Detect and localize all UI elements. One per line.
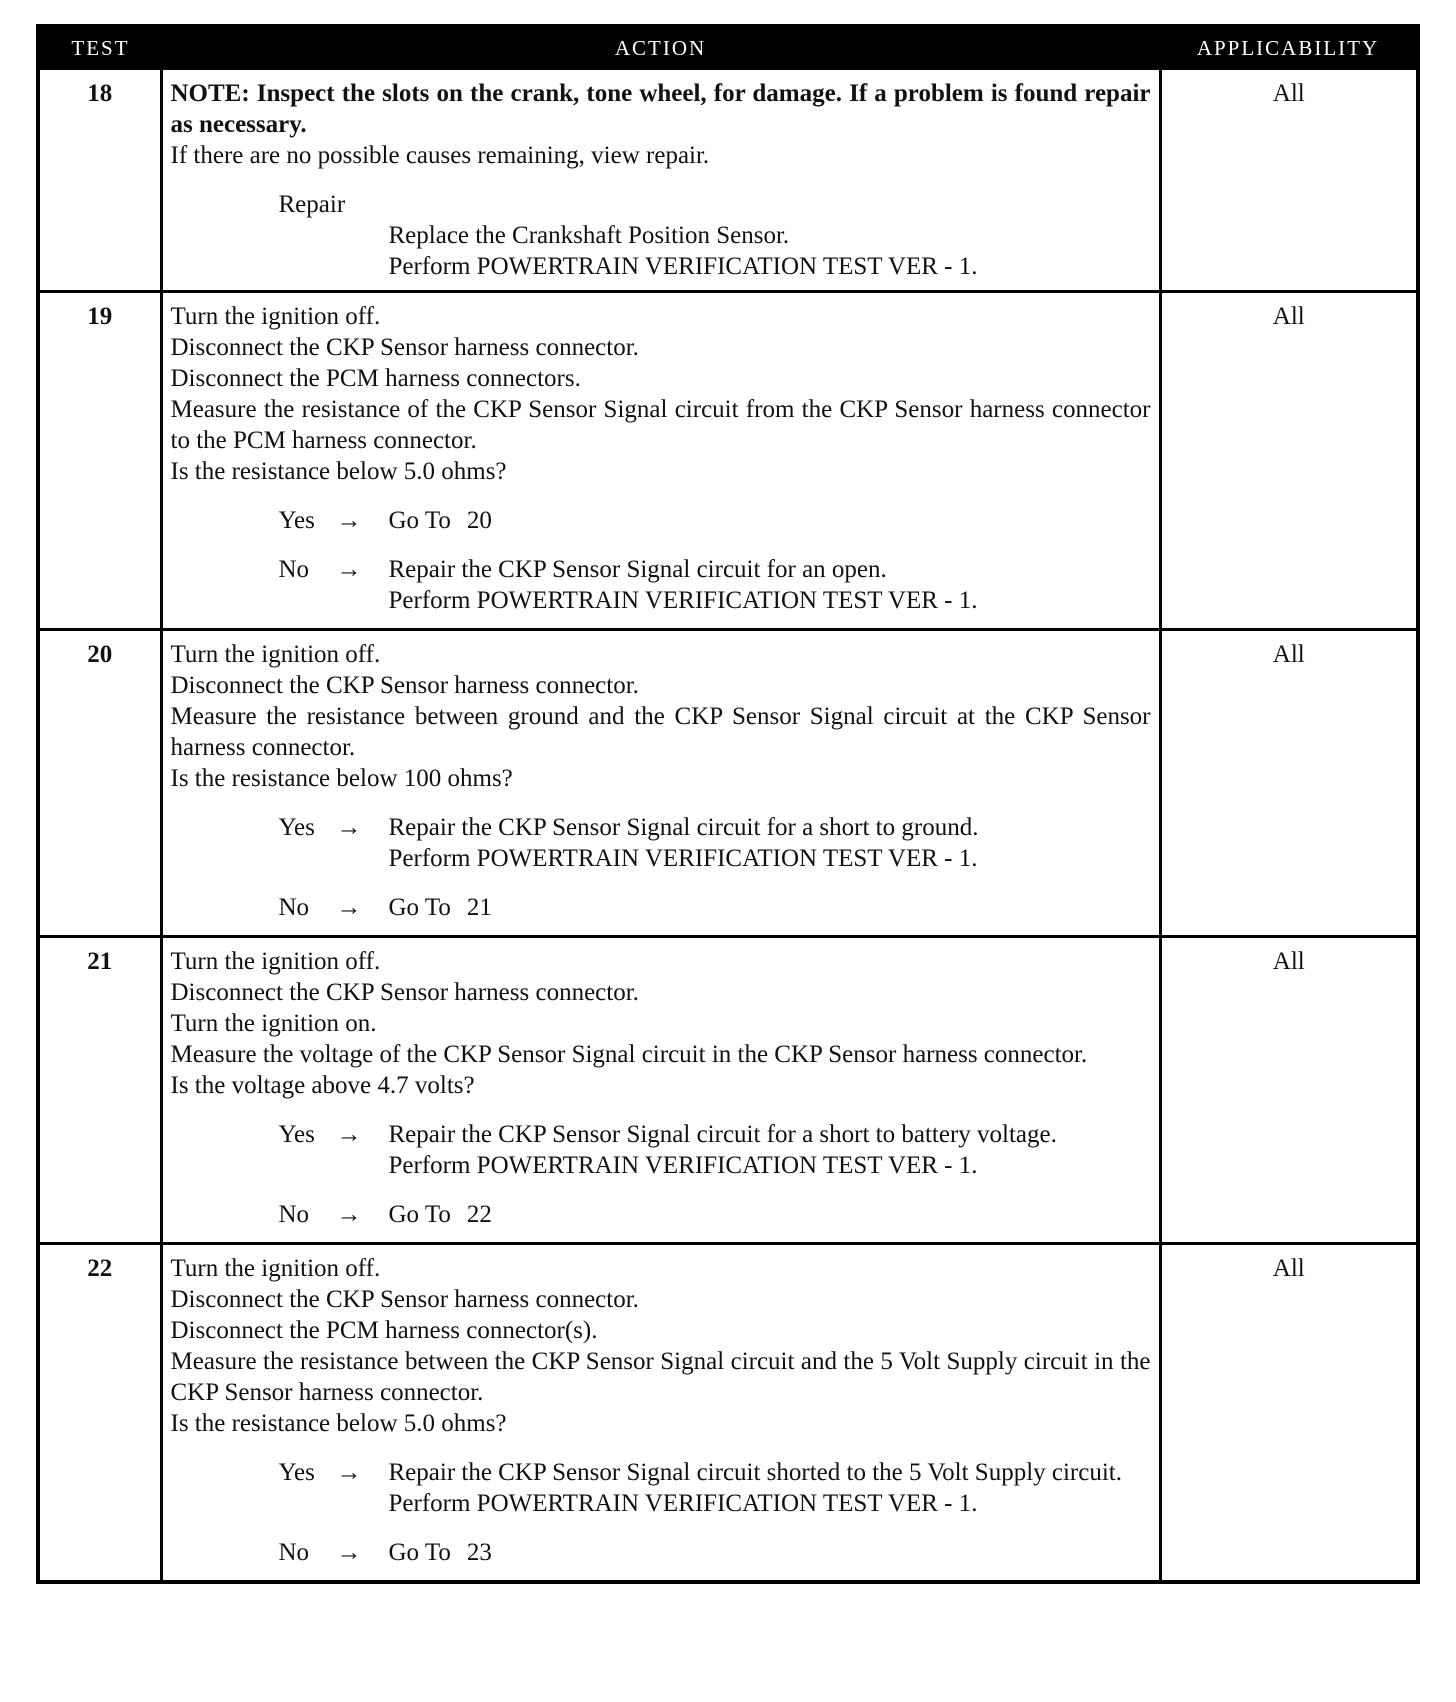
right-arrow-icon: → xyxy=(336,894,362,921)
yes-label: Yes xyxy=(278,1121,315,1148)
yes-label: Yes xyxy=(278,507,315,534)
step-text: Measure the voltage of the CKP Sensor Signal circuit in the CKP Sensor harness connector. xyxy=(170,1041,1088,1068)
applicability-value: All xyxy=(1160,69,1418,292)
test-number: 19 xyxy=(38,292,161,630)
goto-label: Go To xyxy=(388,894,451,921)
yes-branch xyxy=(279,1457,1151,1519)
yes-branch xyxy=(279,1119,1151,1181)
step-text: Measure the resistance between ground and the CKP Sensor Signal circuit at the CKP Sensor harness connector. xyxy=(170,703,1151,761)
applicability-value: All xyxy=(1160,937,1418,1244)
step-text: Disconnect the CKP Sensor harness connector. xyxy=(170,979,639,1006)
step-text: Turn the ignition off. xyxy=(170,948,381,975)
test-number: 22 xyxy=(38,1244,161,1583)
step-text: If there are no possible causes remaining, view repair. xyxy=(170,142,710,169)
goto-link xyxy=(389,505,1151,536)
table-row xyxy=(38,69,1418,292)
right-arrow-icon: → xyxy=(336,1201,362,1228)
right-arrow-icon: → xyxy=(336,507,362,534)
step-text: Is the voltage above 4.7 volts? xyxy=(170,1072,475,1099)
action-cell xyxy=(161,292,1160,630)
repair-label: Repair xyxy=(278,191,346,218)
yes-branch xyxy=(279,812,1151,874)
branch-line: Perform POWERTRAIN VERIFICATION TEST VER - 1. xyxy=(388,845,978,872)
action-cell xyxy=(161,1244,1160,1583)
branch-instructions xyxy=(389,812,1151,874)
test-number: 21 xyxy=(38,937,161,1244)
step-text: Disconnect the PCM harness connectors. xyxy=(170,365,581,392)
goto-link xyxy=(389,1199,1151,1230)
branch-line: Repair the CKP Sensor Signal circuit for a short to ground. xyxy=(388,814,979,841)
yes-branch xyxy=(279,505,1151,536)
repair-block xyxy=(279,189,1151,282)
goto-label: Go To xyxy=(388,507,451,534)
step-text: Measure the resistance of the CKP Sensor Signal circuit from the CKP Sensor harness connector to the PCM harness connector. xyxy=(170,396,1151,454)
applicability-value: All xyxy=(1160,1244,1418,1583)
right-arrow-icon: → xyxy=(336,814,362,841)
goto-link xyxy=(389,1537,1151,1568)
goto-test-number: 22 xyxy=(466,1201,492,1228)
table-row xyxy=(38,630,1418,937)
repair-step: Perform POWERTRAIN VERIFICATION TEST VER - 1. xyxy=(388,253,978,280)
action-cell xyxy=(161,69,1160,292)
no-branch xyxy=(279,1199,1151,1234)
action-cell xyxy=(161,630,1160,937)
branch-line: Repair the CKP Sensor Signal circuit shorted to the 5 Volt Supply circuit. xyxy=(388,1459,1122,1486)
branch-line: Perform POWERTRAIN VERIFICATION TEST VER - 1. xyxy=(388,1490,978,1517)
no-branch xyxy=(279,1537,1151,1572)
no-branch xyxy=(279,892,1151,927)
applicability-value: All xyxy=(1160,630,1418,937)
step-text: Measure the resistance between the CKP Sensor Signal circuit and the 5 Volt Supply circuit in the CKP Sensor harness connector. xyxy=(170,1348,1151,1406)
note-text: NOTE: Inspect the slots on the crank, tone wheel, for damage. If a problem is found repair as necessary. xyxy=(170,80,1151,138)
branch-instructions xyxy=(389,1457,1151,1519)
goto-label: Go To xyxy=(388,1201,451,1228)
applicability-value: All xyxy=(1160,292,1418,630)
action-cell xyxy=(161,937,1160,1244)
applicability-column-header: APPLICABILITY xyxy=(1160,26,1418,69)
step-text: Disconnect the PCM harness connector(s). xyxy=(170,1317,598,1344)
no-label: No xyxy=(278,556,310,583)
right-arrow-icon: → xyxy=(336,556,362,583)
step-text: Turn the ignition off. xyxy=(170,1255,381,1282)
action-column-header: ACTION xyxy=(161,26,1160,69)
no-branch xyxy=(279,554,1151,620)
diagnostic-test-table xyxy=(36,24,1420,1584)
step-text: Disconnect the CKP Sensor harness connector. xyxy=(170,672,639,699)
test-column-header: TEST xyxy=(38,26,161,69)
no-label: No xyxy=(278,1539,310,1566)
step-text: Disconnect the CKP Sensor harness connector. xyxy=(170,334,639,361)
branch-line: Perform POWERTRAIN VERIFICATION TEST VER - 1. xyxy=(388,587,978,614)
right-arrow-icon: → xyxy=(336,1539,362,1566)
table-header-row xyxy=(38,26,1418,69)
test-number: 20 xyxy=(38,630,161,937)
step-text: Turn the ignition on. xyxy=(170,1010,377,1037)
branch-line: Perform POWERTRAIN VERIFICATION TEST VER - 1. xyxy=(388,1152,978,1179)
yes-label: Yes xyxy=(278,1459,315,1486)
step-text: Is the resistance below 100 ohms? xyxy=(170,765,513,792)
step-text: Turn the ignition off. xyxy=(170,303,381,330)
no-label: No xyxy=(278,1201,310,1228)
right-arrow-icon: → xyxy=(336,1121,362,1148)
no-label: No xyxy=(278,894,310,921)
right-arrow-icon: → xyxy=(336,1459,362,1486)
step-text: Is the resistance below 5.0 ohms? xyxy=(170,1410,507,1437)
branch-line: Repair the CKP Sensor Signal circuit for a short to battery voltage. xyxy=(388,1121,1057,1148)
step-text: Turn the ignition off. xyxy=(170,641,381,668)
table-row xyxy=(38,292,1418,630)
branch-instructions xyxy=(389,554,1151,616)
goto-test-number: 21 xyxy=(466,894,492,921)
goto-label: Go To xyxy=(388,1539,451,1566)
repair-step: Replace the Crankshaft Position Sensor. xyxy=(388,222,790,249)
step-text: Disconnect the CKP Sensor harness connector. xyxy=(170,1286,639,1313)
goto-test-number: 20 xyxy=(466,507,492,534)
goto-test-number: 23 xyxy=(466,1539,492,1566)
test-number: 18 xyxy=(38,69,161,292)
branch-instructions xyxy=(389,1119,1151,1181)
table-row xyxy=(38,937,1418,1244)
yes-label: Yes xyxy=(278,814,315,841)
table-row xyxy=(38,1244,1418,1583)
goto-link xyxy=(389,892,1151,923)
branch-line: Repair the CKP Sensor Signal circuit for an open. xyxy=(388,556,887,583)
step-text: Is the resistance below 5.0 ohms? xyxy=(170,458,507,485)
